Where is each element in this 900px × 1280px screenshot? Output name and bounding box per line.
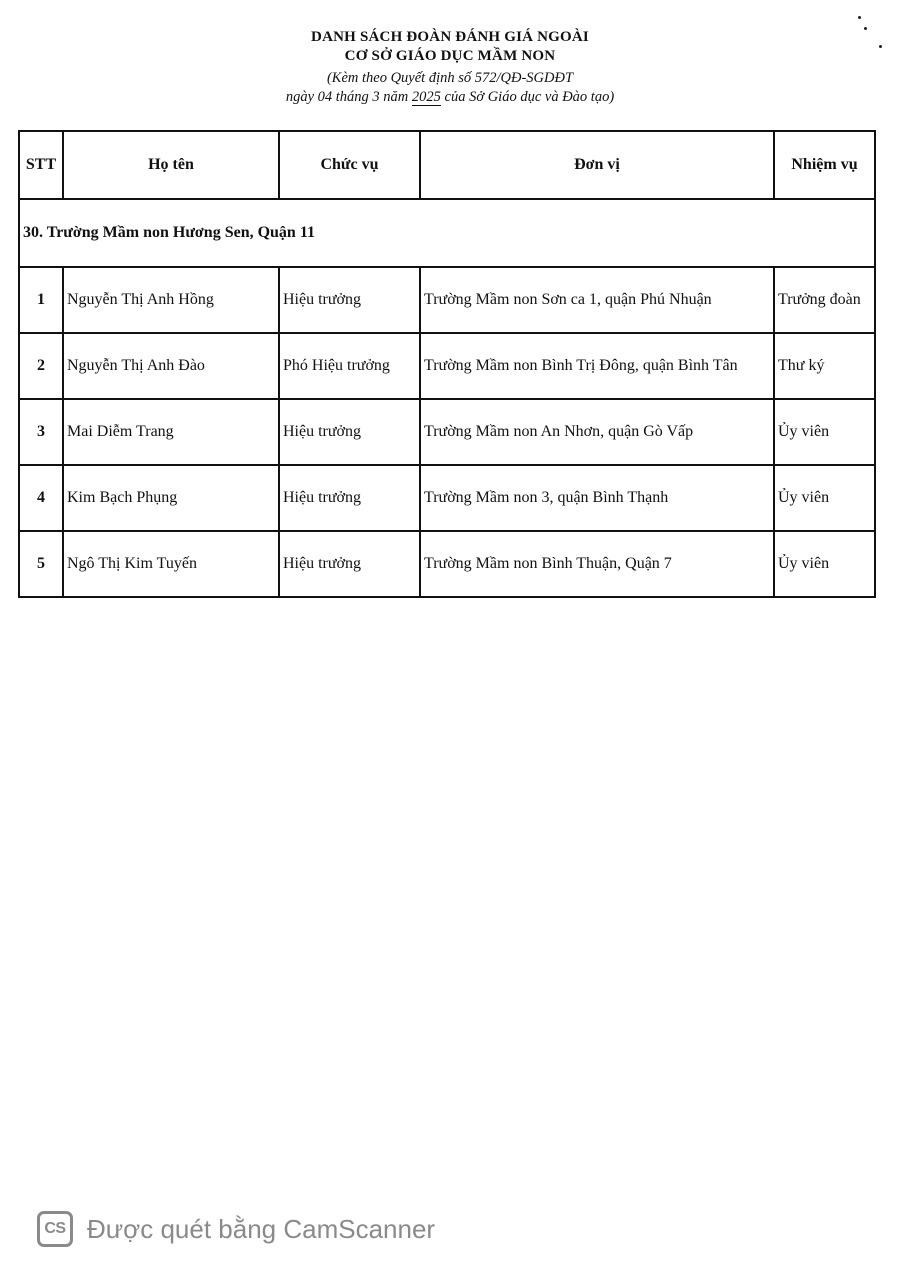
cell-stt: 3 xyxy=(19,399,63,465)
cell-role: Trưởng đoàn xyxy=(774,267,875,333)
subtitle-issuer: của Sở Giáo dục và Đào tạo) xyxy=(440,89,615,105)
cell-name: Nguyễn Thị Anh Đào xyxy=(63,333,279,399)
table-row xyxy=(19,267,875,333)
cell-unit: Trường Mầm non Bình Trị Đông, quận Bình Tân xyxy=(420,333,774,399)
cell-role: Ủy viên xyxy=(774,399,875,465)
cell-position: Phó Hiệu trưởng xyxy=(279,333,420,399)
document-header xyxy=(0,28,900,107)
header-position: Chức vụ xyxy=(279,131,420,199)
header-role: Nhiệm vụ xyxy=(774,131,875,199)
cell-name: Nguyễn Thị Anh Hồng xyxy=(63,267,279,333)
cell-role: Thư ký xyxy=(774,333,875,399)
cell-stt: 1 xyxy=(19,267,63,333)
section-row xyxy=(19,199,875,267)
cell-stt: 4 xyxy=(19,465,63,531)
document-subtitle-line-1: (Kèm theo Quyết định số 572/QĐ-SGDĐT xyxy=(326,70,574,86)
table-header-row xyxy=(19,131,875,199)
section-title: 30. Trường Mầm non Hương Sen, Quận 11 xyxy=(19,199,875,267)
header-name: Họ tên xyxy=(63,131,279,199)
camscanner-watermark xyxy=(37,1208,435,1250)
cell-unit: Trường Mầm non 3, quận Bình Thạnh xyxy=(420,465,774,531)
cell-unit: Trường Mầm non Sơn ca 1, quận Phú Nhuận xyxy=(420,267,774,333)
cell-position: Hiệu trưởng xyxy=(279,399,420,465)
document-title-line-2: CƠ SỞ GIÁO DỤC MẦM NON xyxy=(344,48,556,64)
scan-speck xyxy=(858,16,861,19)
camscanner-logo-icon: CS xyxy=(37,1211,73,1247)
evaluation-team-table xyxy=(18,130,876,598)
header-stt: STT xyxy=(19,131,63,199)
document-subtitle-line-2 xyxy=(0,88,900,107)
cell-position: Hiệu trưởng xyxy=(279,267,420,333)
cell-position: Hiệu trưởng xyxy=(279,465,420,531)
table-row xyxy=(19,399,875,465)
subtitle-year: 2025 xyxy=(411,89,441,105)
cell-name: Kim Bạch Phụng xyxy=(63,465,279,531)
cell-position: Hiệu trưởng xyxy=(279,531,420,597)
cell-stt: 2 xyxy=(19,333,63,399)
table-row xyxy=(19,531,875,597)
scan-speck xyxy=(864,27,867,30)
document-title-line-1: DANH SÁCH ĐOÀN ĐÁNH GIÁ NGOÀI xyxy=(311,29,589,45)
header-unit: Đơn vị xyxy=(420,131,774,199)
cell-name: Ngô Thị Kim Tuyến xyxy=(63,531,279,597)
table-row xyxy=(19,333,875,399)
cell-stt: 5 xyxy=(19,531,63,597)
cell-role: Ủy viên xyxy=(774,531,875,597)
cell-role: Ủy viên xyxy=(774,465,875,531)
cell-unit: Trường Mầm non Bình Thuận, Quận 7 xyxy=(420,531,774,597)
table-row xyxy=(19,465,875,531)
cell-name: Mai Diễm Trang xyxy=(63,399,279,465)
cell-unit: Trường Mầm non An Nhơn, quận Gò Vấp xyxy=(420,399,774,465)
camscanner-watermark-text: Được quét bằng CamScanner xyxy=(87,1213,436,1244)
subtitle-date-prefix: ngày 04 tháng 3 năm xyxy=(285,89,412,105)
scan-speck xyxy=(879,45,882,48)
